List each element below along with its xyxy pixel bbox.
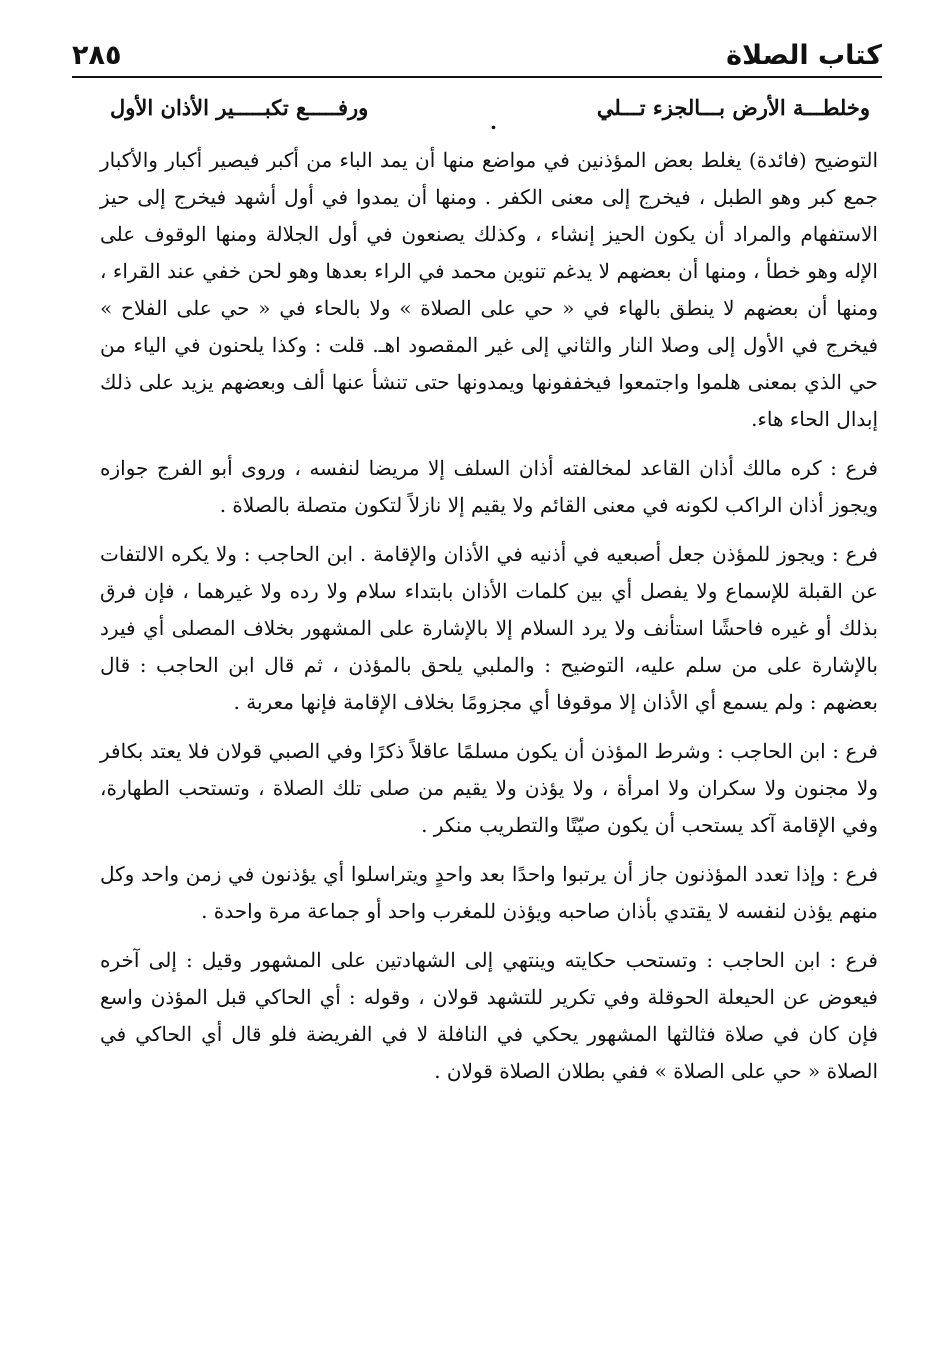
- paragraph-far-1: فرع : كره مالك أذان القاعد لمخالفته أذان السلف إلا مريضا لنفسه ، وروى أبو الفرج جوازه ويجوز أذان الراكب لكونه في معنى القائم ولا يقيم إلا نازلاً لتكون متصلة بالصلاة .: [100, 456, 878, 517]
- verse-line: [110, 90, 870, 134]
- verse-left-hemistich: ورفـــــع تكبـــــير الأذان الأول: [110, 95, 369, 120]
- header-rule: [72, 76, 882, 78]
- paragraph-far-3: فرع : ابن الحاجب : وشرط المؤذن أن يكون مسلمًا عاقلاً ذكرًا وفي الصبي قولان فلا يعتد بكافر ولا مجنون ولا سكران ولا امرأة ، ولا يؤذن ولا يقيم من صلى تلك الصلاة ، وتستحب الطهارة، وفي الإقامة آكد يستحب أن يكون صيّتًا والتطريب منكر .: [100, 739, 878, 837]
- verse-right-hemistich: وخلطـــة الأرض بـــالجزء تـــلي: [596, 95, 870, 120]
- running-header: [72, 38, 882, 78]
- page-number: ٢٨٥: [72, 40, 122, 71]
- paragraph-far-5: فرع : ابن الحاجب : وتستحب حكايته وينتهي إلى الشهادتين على المشهور وقيل : إلى آخره فيعوض عن الحيعلة الحوقلة وفي تكرير للتشهد قولان ، وقوله : أي الحاكي قبل المؤذن واسع فإن كان في صلاة فثالثها المشهور يحكي في النافلة لا في الفريضة فلو قال أي الحاكي في الصلاة « حي على الصلاة » ففي بطلان الصلاة قولان .: [100, 948, 878, 1083]
- paragraph-far-2: فرع : ويجوز للمؤذن جعل أصبعيه في أذنيه في الأذان والإقامة . ابن الحاجب : ولا يكره الالتفات عن القبلة للإسماع ولا يفصل أي بين كلمات الأذان بابتداء سلام ولا رده ولا غيرهما ، فإن فرق بذلك أو غيره فاحشًا استأنف ولا يرد السلام إلا بالإشارة على المشهور بخلاف المصلى أي فيرد بالإشارة على من سلم عليه، التوضيح : والملبي يلحق بالمؤذن ، ثم قال ابن الحاجب : قال بعضهم : ولم يسمع أي الأذان إلا موقوفا أي مجزومًا بخلاف الإقامة فإنها معربة .: [100, 542, 878, 714]
- paragraph-tawdih: التوضيح (فائدة) يغلط بعض المؤذنين في مواضع منها أن يمد الباء من أكبر فيصير أكبار والأكبار جمع كبر وهو الطبل ، فيخرج إلى معنى الكفر . ومنها أن يمدوا في أول أشهد فيخرج إلى حيز الاستفهام والمراد أن يكون الحيز إنشاء ، وكذلك يصنعون في أول الجلالة ومنها الوقوف على الإله وهو خطأ ، ومنها أن بعضهم لا يدغم تنوين محمد في الراء بعدها وهو لحن خفي عند القراء ، ومنها أن بعضهم لا ينطق بالهاء في « حي على الصلاة » ولا بالحاء في « حي على الفلاح » فيخرج في الأول إلى وصلا النار والثاني إلى غير المقصود اهـ. قلت : وكذا يلحنون في الياء من حي الذي بمعنى هلموا واجتمعوا فيخففونها ويمدونها حتى تنشأ عنها ألف وبعضهم يزيد على ذلك إبدال الحاء هاء.: [100, 148, 878, 431]
- chapter-title: كتاب الصلاة: [726, 40, 882, 71]
- verse-dot: .: [490, 110, 497, 134]
- body-text: [100, 142, 878, 1090]
- paragraph-far-4: فرع : وإذا تعدد المؤذنون جاز أن يرتبوا واحدًا بعد واحدٍ ويتراسلوا أي يؤذنون في زمن واحد وكل منهم يؤذن لنفسه لا يقتدي بأذان صاحبه ويؤذن للمغرب واحد أو جماعة مرة واحدة .: [100, 862, 878, 923]
